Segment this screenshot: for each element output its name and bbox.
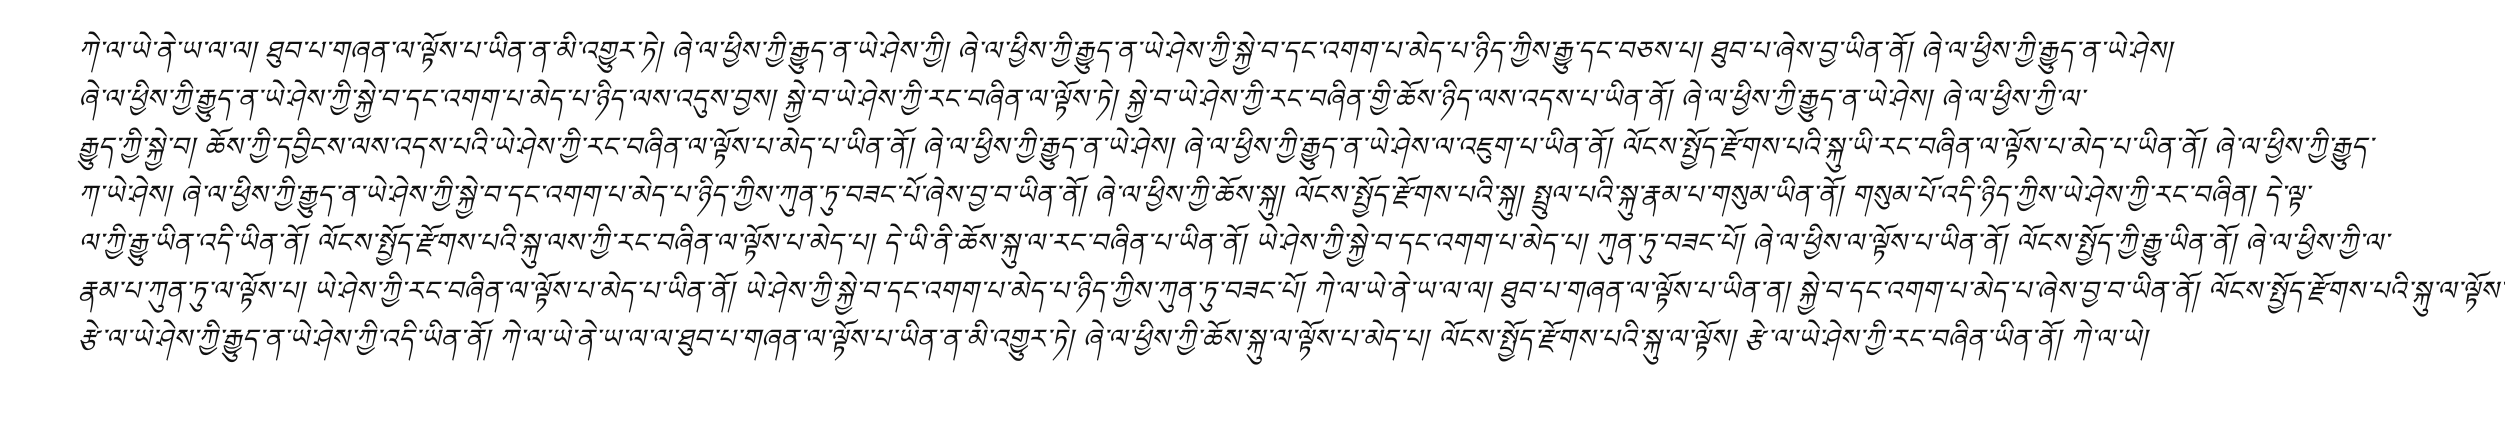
text-line-6: རྣམ་པ་ཀུན་ཏུ་ལ་ལྟོས་པ། ཡེ་ཤེས་ཀྱི་རང་བཞིན་ལ་ལྟོས་པ་མེད་པ་ཡིན་ནོ། ཡེ་ཤེས་ཀྱི་སྐྱེ་བ་དང་འགག་པ་མེད་པ་ཉིད་ཀྱིས་ཀུན་ཏུ་བཟང་པོ། ཀེ་ལ་ཡེ་ནེ་ཡ་ལ་ལ། ཐུབ་པ་གཞན་ལ་ལྟོས་པ་ཡིན་ན། སྐྱེ་བ་དང་འགག་པ་མེད་པ་ཞེས་བྱ་བ་ཡིན་ནོ། ལོངས་སྤྱོད་རྫོགས་པའི་སྐུ་ལ་ལྟོས་ — [78, 276, 2505, 307]
text-line-5: ལ་ཀྱི་རྒྱུ་ཡིན་འདི་ཡིན་ནོ། ལོངས་སྤྱོད་རྫོགས་པའི་སྐུ་ལས་ཀྱི་རང་བཞིན་ལ་ལྟོས་པ་མེད་པ། དེ་ཡི་ནི་ཆོས་སྐུ་ལ་རང་བཞིན་པ་ཡིན་ནོ། ཡེ་ཤེས་ཀྱི་སྐྱེ་བ་དང་འགག་པ་མེད་པ། ཀུན་ཏུ་བཟང་པོ། ཞེ་ལ་ཕྱིས་ལ་ལྟོས་པ་ཡིན་ནོ། ལོངས་སྤྱོད་ཀྱི་རྒྱུ་ཡིན་ནོ། ཞེ་ལ་ཕྱིས་ཀྱི་ལ་ — [78, 228, 2389, 259]
text-line-2: ཞེ་ལ་ཕྱིས་ཀྱི་རྒྱུད་ན་ཡེ་ཤེས་ཀྱི་སྐྱེ་བ་དང་འགག་པ་མེད་པ་ཉིད་ལས་འདུས་བྱས། སྐྱེ་བ་ཡེ་ཤེས་ཀྱི་རང་བཞིན་ལ་ལྟོས་ཏེ། སྐྱེ་བ་ཡེ་ཤེས་ཀྱི་རང་བཞིན་གྱི་ཆོས་ཉིད་ལས་འདས་པ་ཡིན་ནོ། ཞེ་ལ་ཕྱིས་ཀྱི་རྒྱུད་ན་ཡེ་ཤེས། ཞེ་ལ་ཕྱིས་ཀྱི་ལ་ — [78, 84, 2085, 115]
text-line-7: རྩེ་ལ་ཡེ་ཤེས་ཀྱི་རྒྱུད་ན་ཡེ་ཤེས་ཀྱི་འདི་ཡིན་ནོ། ཀེ་ལ་ཡེ་ནེ་ཡ་ལ་ལ་ཐུབ་པ་གཞན་ལ་ལྟོས་པ་ཡིན་ན་མི་འགྱུར་ཏེ། ཞེ་ལ་ཕྱིས་ཀྱི་ཆོས་སྐུ་ལ་ལྟོས་པ་མེད་པ། ལོངས་སྤྱོད་རྫོགས་པའི་སྐུ་ལ་ལྟོས། རྩེ་ལ་ཡེ་ཤེས་ཀྱི་རང་བཞིན་ཡིན་ནོ། ཀེ་ལ་ཡེ། — [78, 324, 2148, 355]
text-line-1: ཀེ་ལ་ཡེ་ནེ་ཡ་ལ་ལ། ཐུབ་པ་གཞན་ལ་ལྟོས་པ་ཡིན་ན་མི་འགྱུར་ཏེ། ཞེ་ལ་ཕྱིས་ཀྱི་རྒྱུད་ན་ཡེ་ཤེས་ཀྱི། ཞེ་ལ་ཕྱིས་ཀྱི་རྒྱུད་ན་ཡེ་ཤེས་ཀྱི་སྐྱེ་བ་དང་འགག་པ་མེད་པ་ཉིད་ཀྱིས་རྒྱུ་དང་བཅས་པ། ཐུབ་པ་ཞེས་བྱ་ཡིན་ནོ། ཞེ་ལ་ཕྱིས་ཀྱི་རྒྱུད་ན་ཡེ་ཤེས། — [78, 36, 2172, 67]
text-line-4: ཀ་ཡེ་ཤེས། ཞེ་ལ་ཕྱིས་ཀྱི་རྒྱུད་ན་ཡེ་ཤེས་ཀྱི་སྐྱེ་བ་དང་འགག་པ་མེད་པ་ཉིད་ཀྱིས་ཀུན་ཏུ་བཟང་པོ་ཞེས་བྱ་བ་ཡིན་ནོ། ཞེ་ལ་ཕྱིས་ཀྱི་ཆོས་སྐུ། ལོངས་སྤྱོད་རྫོགས་པའི་སྐུ། སྤྲུལ་པའི་སྐུ་རྣམ་པ་གསུམ་ཡིན་ནོ། གསུམ་པོ་འདི་ཉིད་ཀྱིས་ཡེ་ཤེས་ཀྱི་རང་བཞིན། དེ་ལྟ་ — [78, 180, 2310, 211]
text-line-3: རྒྱུད་ཀྱི་སྐྱེ་བ། ཆོས་ཀྱི་དབྱིངས་ལས་འདས་པའི་ཡེ་ཤེས་ཀྱི་རང་བཞིན་ལ་ལྟོས་པ་མེད་པ་ཡིན་ནོ། ཞེ་ལ་ཕྱིས་ཀྱི་རྒྱུད་ན་ཡེ་ཤེས། ཞེ་ལ་ཕྱིས་ཀྱི་རྒྱུད་ན་ཡེ་ཤེས་ལ་འཇུག་པ་ཡིན་ནོ། ལོངས་སྤྱོད་རྫོགས་པའི་སྐུ་ཡི་རང་བཞིན་ལ་ལྟོས་པ་མེད་པ་ཡིན་ནོ། ཞེ་ལ་ཕྱིས་ཀྱི་རྒྱུད་ — [78, 132, 2373, 163]
